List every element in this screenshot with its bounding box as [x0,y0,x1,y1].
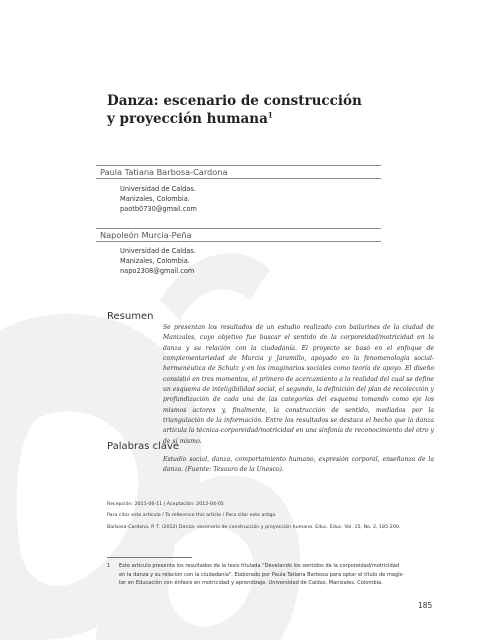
page-number: 185 [418,601,433,610]
author-2-affiliation [120,246,320,276]
author-2-location: Manizales, Colombia. [120,257,190,265]
author-1-affiliation [120,184,320,214]
author-1-email[interactable]: paotb0730@gmail.com [120,205,197,213]
palabras-clave-heading: Palabras clave [107,441,180,452]
author-2-name: Napoleón Murcia-Peña [100,230,192,240]
received-accepted: Recepción: 2011-06-11 | Aceptación: 2012-04-05 [107,502,224,507]
author-1-bar [96,165,381,179]
article-title-line-1: Danza: escenario de construcción [107,93,362,109]
footnote-line-2: en la danza y su relación con la ciudadanía". Elaborado por Paula Tatiana Barbosa para optar el título de magís- [119,571,405,578]
article-meta [107,499,437,533]
resumen-text: Se presentan los resultados de un estudio realizado con bailarines de la ciudad de Manizales, cuyo objetivo fue buscar el sentido de la corporeidad/motricidad en la danza y su relación con la ciudadanía. El proyecto se basó en el enfoque de complementariedad de Murcia y Jaramillo, apoyado en la fenomenología social-hermenéutica de Schutz y en los imaginarios sociales como teoría de apoyo. El diseño consistió en tres momentos, el primero de acercamiento a la realidad del cual se define un esquema de inteligibilidad social, el segundo, la definición del plan de recolección y profundización de cada una de las categorías del esquema tomando como eje los mismos actores y, finalmente, la construcción de sentido, mediados por la triangulación de la información. Entre los resultados se destaca el hecho que la danza articula la técnica-corporeidad/motricidad en una sinfonía de reconocimiento del otro y de sí mismo. [163,324,434,445]
author-1-institution: Universidad de Caldas. [120,185,196,193]
citation: Barbosa-Cardona, P. T. (2012) Danza: escenario de construcción y proyección humana. Educ. Educ. Vol. 15, No. 2, 185-200. [107,524,401,530]
author-2-institution: Universidad de Caldas. [120,247,196,255]
footnote-marker[interactable]: 1 [267,110,273,120]
author-2-email[interactable]: napo2308@gmail.com [120,267,195,275]
article-title-line-2 [107,110,407,128]
cite-label: Para citar este artículo / To reference this article / Para citar este artigo [107,513,276,519]
resumen-heading: Resumen [107,311,154,322]
footnote-number: 1 [107,563,111,569]
author-2-bar [96,228,381,242]
palabras-clave-text: Estudio social, danza, comportamiento humano, expresión corporal, enseñanza de la danza. (Fuente: Tesauro de la Unesco). [163,456,434,474]
author-1-location: Manizales, Colombia. [120,195,190,203]
footnote-text [119,562,437,588]
footnote-line-3: ter en Educación con énfasis en motricidad y aprendizaje. Universidad de Caldas, Manizales, Colombia. [119,580,383,587]
article-title-line-2-text: y proyección humana [107,111,268,127]
article-title [107,92,407,128]
author-1-name: Paula Tatiana Barbosa-Cardona [100,167,228,177]
footnote-line-1: Este artículo presenta los resultados de la tesis titulada "Develando los sentidos de la corporeidad/motricidad [119,563,400,569]
footnote-divider [107,557,192,558]
